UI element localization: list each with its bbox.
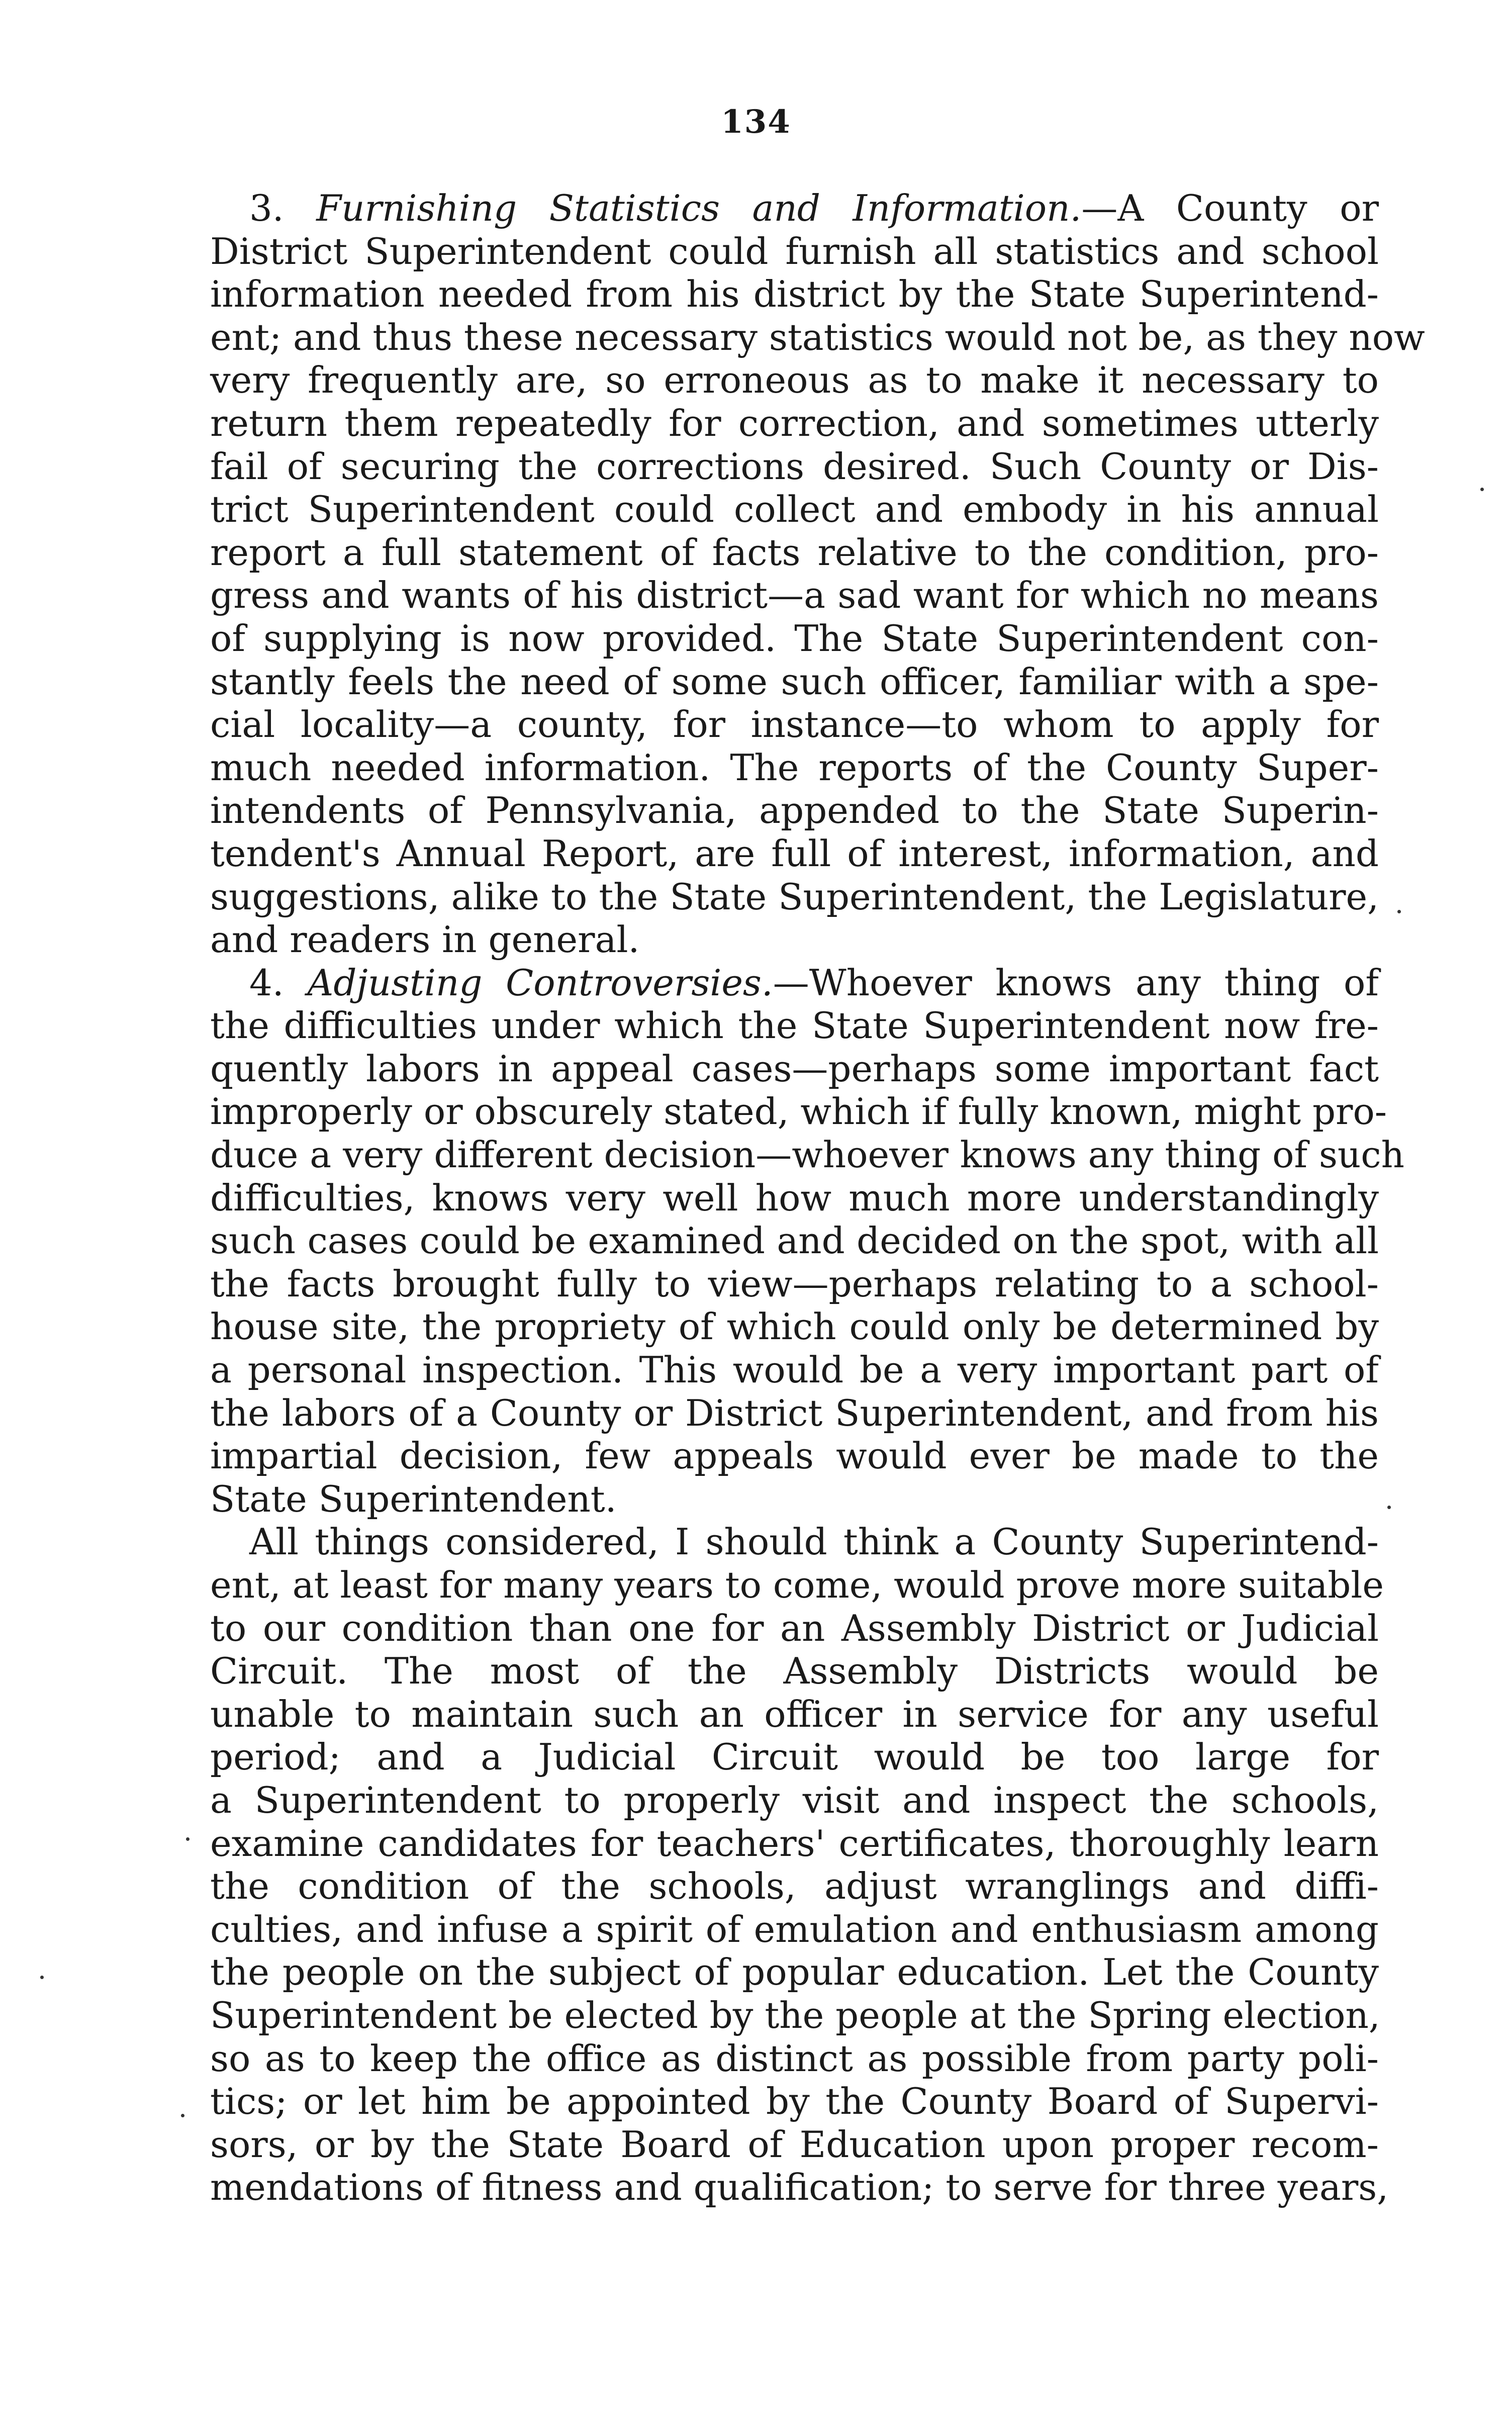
text-line: information needed from his district by the State Superintend- <box>210 273 1379 316</box>
text-line: unable to maintain such an officer in service for any useful <box>210 1693 1379 1735</box>
text-line: stantly feels the need of some such officer, familiar with a spe- <box>210 660 1379 703</box>
text-line: so as to keep the office as distinct as possible from party poli- <box>210 2037 1379 2080</box>
text-line: much needed information. The reports of the County Super- <box>210 746 1379 789</box>
text-line: ent, at least for many years to come, would prove more suitable <box>210 1564 1384 1606</box>
text-line: the labors of a County or District Superintendent, and from his <box>210 1391 1379 1434</box>
paragraph-furnishing-statistics <box>210 187 1425 962</box>
text-line: the condition of the schools, adjust wranglings and diffi- <box>210 1865 1379 1908</box>
section-number: 4. <box>249 961 284 1004</box>
text-line: the people on the subject of popular education. Let the County <box>210 1951 1379 1994</box>
text-line: the facts brought fully to view—perhaps relating to a school- <box>210 1262 1379 1305</box>
text-line: sors, or by the State Board of Education upon proper recom- <box>210 2123 1379 2166</box>
text-line: mendations of fitness and qualification; to serve for three years, <box>210 2166 1389 2209</box>
text-line: trict Superintendent could collect and embody in his annual <box>210 488 1379 531</box>
text-line: difficulties, knows very well how much more understandingly <box>210 1176 1379 1219</box>
text-line: impartial decision, few appeals would ever be made to the <box>210 1435 1379 1477</box>
text-line: quently labors in appeal cases—perhaps some important fact <box>210 1047 1379 1090</box>
page-number: 134 <box>721 103 791 141</box>
text-line: tics; or let him be appointed by the County Board of Supervi- <box>210 2080 1379 2123</box>
text-line: a personal inspection. This would be a very important part of <box>210 1349 1379 1391</box>
print-speck <box>1397 910 1401 913</box>
text-line: tendent's Annual Report, are full of interest, information, and <box>210 832 1379 875</box>
body-text <box>210 187 1425 2209</box>
paragraph-first-line <box>210 187 1379 230</box>
text-line: the difficulties under which the State Superintendent now fre- <box>210 1004 1379 1047</box>
paragraph-all-things-considered <box>210 1521 1389 2209</box>
text-line: examine candidates for teachers' certificates, thoroughly learn <box>210 1822 1379 1864</box>
text-line: house site, the propriety of which could only be determined by <box>210 1305 1379 1348</box>
text-line: duce a very different decision—whoever knows any thing of such <box>210 1134 1404 1176</box>
first-line-text: —A County or <box>1081 187 1379 229</box>
text-line: intendents of Pennsylvania, appended to the State Superin- <box>210 789 1379 832</box>
text-line: report a full statement of facts relative to the condition, pro- <box>210 531 1379 574</box>
section-heading: Adjusting Controversies. <box>307 961 773 1004</box>
paragraph-first-line: All things considered, I should think a County Superintend- <box>249 1521 1379 1563</box>
print-speck <box>181 2114 184 2117</box>
text-line: return them repeatedly for correction, and sometimes utterly <box>210 402 1379 444</box>
text-line: period; and a Judicial Circuit would be too large for <box>210 1736 1379 1779</box>
text-line: Superintendent be elected by the people at the Spring election, <box>210 1994 1380 2036</box>
print-speck <box>1480 488 1484 491</box>
text-line: cial locality—a county, for instance—to whom to apply for <box>210 703 1379 746</box>
text-line: culties, and infuse a spirit of emulation and enthusiasm among <box>210 1908 1379 1950</box>
text-line: State Superintendent. <box>210 1477 617 1520</box>
text-line: ent; and thus these necessary statistics would not be, as they now <box>210 316 1425 358</box>
text-line: Circuit. The most of the Assembly Districts would be <box>210 1650 1379 1693</box>
paragraph-first-line <box>210 962 1379 1005</box>
text-line: of supplying is now provided. The State Superintendent con- <box>210 617 1379 660</box>
text-line: gress and wants of his district—a sad want for which no means <box>210 574 1379 617</box>
text-line: fail of securing the corrections desired. Such County or Dis- <box>210 445 1379 488</box>
first-line-text: —Whoever knows any thing of <box>773 961 1379 1004</box>
section-number: 3. <box>249 187 284 229</box>
text-line: a Superintendent to properly visit and inspect the schools, <box>210 1779 1379 1821</box>
print-speck <box>186 1837 190 1841</box>
text-line: suggestions, alike to the State Superintendent, the Legislature, <box>210 875 1379 918</box>
paragraph-adjusting-controversies <box>210 961 1404 1521</box>
text-line: very frequently are, so erroneous as to make it necessary to <box>210 359 1379 402</box>
text-line: to our condition than one for an Assembly District or Judicial <box>210 1607 1379 1649</box>
print-speck <box>40 1976 44 1979</box>
text-line: District Superintendent could furnish all statistics and school <box>210 230 1379 272</box>
text-line: and readers in general. <box>210 918 640 961</box>
text-line: improperly or obscurely stated, which if fully known, might pro- <box>210 1090 1387 1133</box>
section-heading: Furnishing Statistics and Information. <box>316 187 1082 229</box>
text-line: such cases could be examined and decided on the spot, with all <box>210 1220 1379 1262</box>
print-speck <box>1387 1506 1391 1509</box>
